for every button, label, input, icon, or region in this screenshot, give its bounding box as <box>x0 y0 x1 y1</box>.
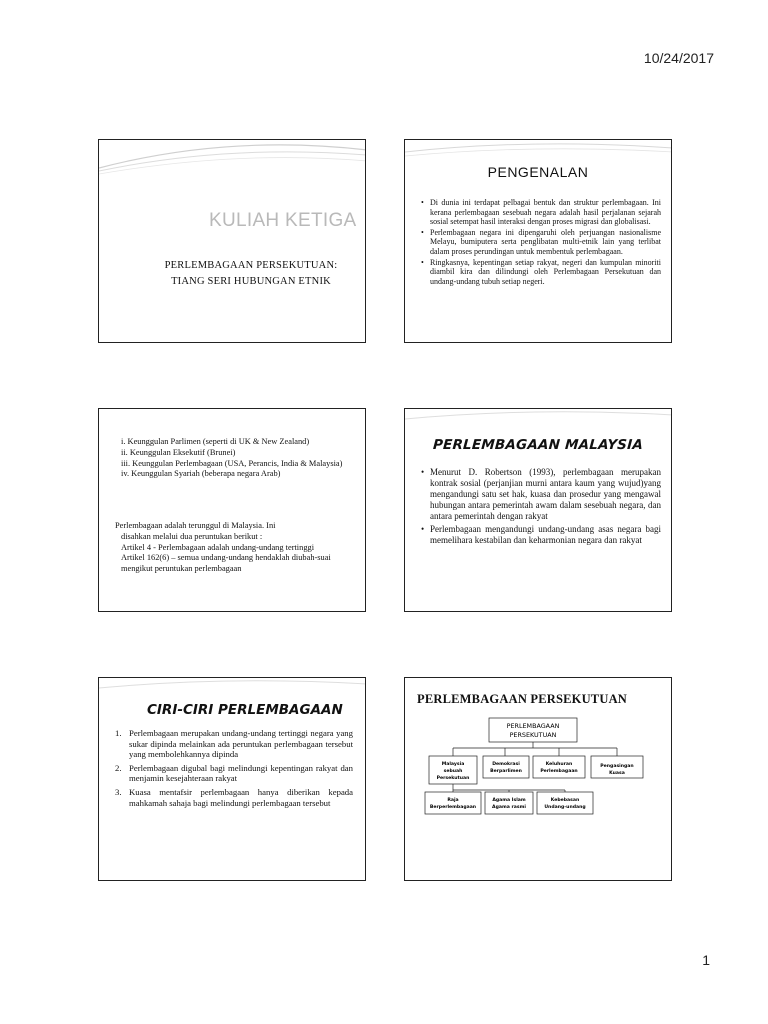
slide-title: PERLEMBAGAAN PERSEKUTUAN <box>417 692 628 706</box>
bullet-list <box>421 198 661 287</box>
node-label: Agama rasmi <box>492 805 526 810</box>
org-node-kebebasan <box>537 792 593 814</box>
item-text: Perlembagaan merupakan undang-undang tertinggi negara yang sukar dipinda melainkan ada peruntukan perlembagaan tersebut yang membolehkannya dipinda <box>129 728 353 760</box>
numbered-list <box>115 728 353 811</box>
node-label: Undang-undang <box>544 805 586 810</box>
org-node-pengasingan <box>591 756 643 778</box>
org-chart <box>405 678 672 881</box>
org-node-agama <box>485 792 533 814</box>
slide-title: KULIAH KETIGA <box>209 210 357 231</box>
node-label: Kuasa <box>609 771 625 776</box>
slide-keunggulan[interactable] <box>98 408 366 612</box>
item-text: Kuasa mentafsir perlembagaan hanya diberikan kepada mahkamah sahaja bagi melindungi perlembagaan tersebut <box>129 786 353 808</box>
list-item <box>115 763 353 784</box>
node-label: PERSEKUTUAN <box>509 731 557 739</box>
paragraph-line: Artikel 4 - Perlembagaan adalah undang-undang tertinggi <box>121 542 315 552</box>
node-label: Perlembagaan <box>540 769 578 774</box>
item-text: Perlembagaan digubal bagi melindungi kepentingan rakyat dan menjamin kesejahteraan rakyat <box>129 762 353 784</box>
list-item: • Di dunia ini terdapat pelbagai bentuk dan struktur perlembagaan. Ini kerana perlembagaan sesebuah negara adalah hasil perjalanan sejarah sosial setempat hasil interaksi dengan proses migrasi dan globalisasi. <box>421 198 661 227</box>
slide-kuliah-ketiga[interactable] <box>98 139 366 343</box>
perlembagaan-paragraph <box>115 521 349 575</box>
org-node-malaysia <box>429 756 477 784</box>
list-item: iii. Keunggulan Perlembagaan (USA, Perancis, India & Malaysia) <box>121 458 343 468</box>
org-node-raja <box>425 792 481 814</box>
list-item: iv. Keunggulan Syariah (beberapa negara Arab) <box>121 469 281 479</box>
slide-perlembagaan-malaysia[interactable] <box>404 408 672 612</box>
node-label: sebuah <box>443 769 463 774</box>
list-item: • Menurut D. Robertson (1993), perlembagaan merupakan kontrak sosial (perjanjian murni antara kaum yang wujud)yang mengandungi satu set hak, kuasa dan prosedur yang mengawal hubungan antara pemerintah awam dalam sesebuah negara, dan antara pemerintah dengan rakyat <box>421 467 661 522</box>
paragraph-lead: Perlembagaan adalah terunggul di Malaysia. Ini <box>115 521 276 530</box>
paragraph-line: Artikel 162(6) – semua undang-undang hendaklah diubah-suai mengikut peruntukan perlembagaan <box>121 553 331 574</box>
swoosh-decoration <box>99 140 366 180</box>
slide-title: CIRI-CIRI PERLEMBAGAAN <box>147 702 343 718</box>
slide-subtitle-line2: TIANG SERI HUBUNGAN ETNIK <box>171 276 331 287</box>
item-number: 3. <box>115 786 122 797</box>
list-item <box>115 728 353 760</box>
item-number: 2. <box>115 762 122 773</box>
list-item: • Perlembagaan negara ini dipengaruhi oleh perjuangan nasionalisme Melayu, bumiputera serta penglibatan multi-etnik lain yang terlibat dalam proses perundingan untuk membentuk perlembagaan. <box>421 228 661 257</box>
page-number: 1 <box>702 952 710 968</box>
node-label: Malaysia <box>441 762 465 767</box>
node-label: PERLEMBAGAAN <box>506 722 560 730</box>
slide-title: PERLEMBAGAAN MALAYSIA <box>432 437 644 453</box>
list-item: • Perlembagaan mengandungi undang-undang asas negara bagi memelihara kestabilan dan keharmonian negara dan rakyat <box>421 524 661 546</box>
slide-pengenalan[interactable] <box>404 139 672 343</box>
paragraph-line: disahkan melalui dua peruntukan berikut : <box>121 531 263 541</box>
node-label: Agama Islam <box>492 798 526 803</box>
node-label: Pengasingan <box>600 764 634 769</box>
slide-ciri-ciri[interactable] <box>98 677 366 881</box>
node-label: Persekutuan <box>436 776 470 781</box>
node-label: Berperlembagaan <box>429 805 477 810</box>
list-item: • Ringkasnya, kepentingan setiap rakyat, negeri dan kumpulan minoriti diambil kira dan dilindungi oleh Perlembagaan Persekutuan dan undang-undang tubuh setiap negeri. <box>421 258 661 287</box>
item-number: 1. <box>115 728 122 738</box>
node-label: Kebebasan <box>550 798 580 803</box>
org-node-keluhuran <box>533 756 585 778</box>
list-item <box>115 787 353 808</box>
org-node-demokrasi <box>483 756 529 778</box>
org-node-root <box>489 718 577 742</box>
print-date: 10/24/2017 <box>643 50 714 66</box>
bullet-list <box>421 467 661 548</box>
keunggulan-list <box>121 437 349 480</box>
node-label: Raja <box>447 798 459 803</box>
slide-subtitle-line1: PERLEMBAGAAN PERSEKUTUAN: <box>164 260 338 271</box>
node-label: Demokrasi <box>492 762 520 767</box>
node-label: Berparlimen <box>490 769 522 774</box>
list-item: ii. Keunggulan Eksekutif (Brunei) <box>121 447 236 457</box>
slide-perlembagaan-persekutuan[interactable] <box>404 677 672 881</box>
node-label: Keluhuran <box>545 762 573 767</box>
slide-title: PENGENALAN <box>487 164 589 180</box>
list-item: i. Keunggulan Parlimen (seperti di UK & New Zealand) <box>121 437 310 446</box>
